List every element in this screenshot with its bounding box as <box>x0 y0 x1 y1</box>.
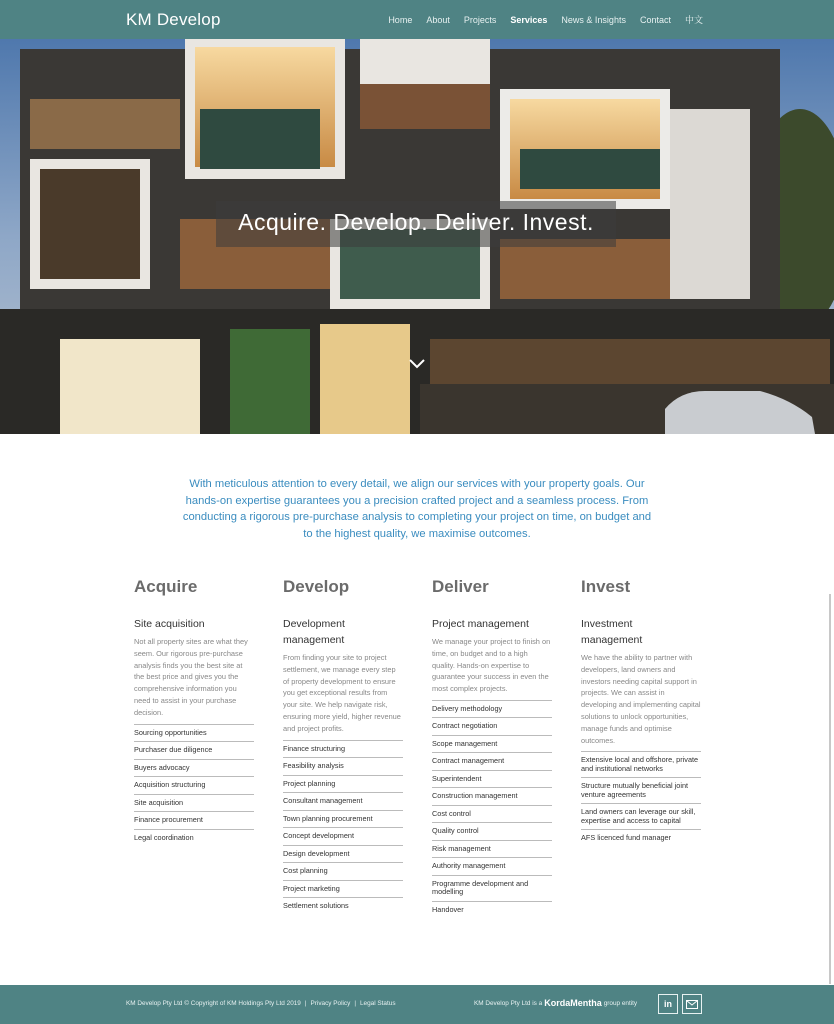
linkedin-icon[interactable]: in <box>658 994 678 1014</box>
list-item[interactable]: Programme development and modelling <box>432 876 552 902</box>
column-heading: Acquire <box>134 577 198 596</box>
service-column-invest <box>581 577 701 847</box>
site-footer <box>0 985 834 1024</box>
list-item[interactable]: Handover <box>432 904 464 914</box>
list-item[interactable]: Cost planning <box>283 863 403 881</box>
list-item[interactable]: Construction management <box>432 788 552 806</box>
list-item[interactable]: Cost control <box>432 806 552 824</box>
list-item[interactable]: Land owners can leverage our skill, expertise and access to capital <box>581 804 701 830</box>
service-list <box>581 751 701 847</box>
column-heading: Deliver <box>432 577 489 596</box>
nav-projects[interactable]: Projects <box>463 14 497 25</box>
service-list <box>432 700 552 919</box>
site-logo[interactable]: KM Develop <box>126 10 221 29</box>
footer-divider: | <box>304 1000 307 1007</box>
footer-legal <box>126 1000 396 1007</box>
list-item[interactable]: Purchaser due diligence <box>134 742 254 760</box>
legal-status-link[interactable]: Legal Status <box>359 1000 396 1007</box>
nav-about[interactable]: About <box>426 14 450 25</box>
column-subheading: Site acquisition <box>134 618 205 630</box>
list-item[interactable]: Scope management <box>432 736 552 754</box>
entity-prefix: KM Develop Pty Ltd is a <box>474 999 543 1007</box>
list-item[interactable]: Risk management <box>432 841 552 859</box>
kordamentha-logo[interactable]: KordaMentha <box>544 998 602 1008</box>
column-heading: Develop <box>283 577 350 596</box>
column-description: From finding your site to project settlement, we manage every step of property development to ensure you get exceptional results from your site. We help navigate risk, ensuring more yield, higher revenue and project profits. <box>283 653 401 733</box>
list-item[interactable]: Acquisition structuring <box>134 777 254 795</box>
main-nav <box>374 0 703 39</box>
list-item[interactable]: Town planning procurement <box>283 811 403 829</box>
intro-text: With meticulous attention to every detail, we align our services with your property goals. Our hands-on expertise guarantees you a precision crafted project and a seamless process. From conducting a rigorous pre-purchase analysis to completing your project on time, on budget and to the highest quality, we maximise outcomes. <box>182 478 652 540</box>
service-column-acquire <box>134 577 254 846</box>
list-item[interactable]: Site acquisition <box>134 795 254 813</box>
service-column-deliver <box>432 577 552 918</box>
list-item[interactable]: Sourcing opportunities <box>134 725 254 743</box>
footer-copyright: KM Develop Pty Ltd © Copyright of KM Holdings Pty Ltd 2019 <box>126 1000 301 1007</box>
column-subheading: Project management <box>432 618 529 630</box>
list-item[interactable]: Superintendent <box>432 771 552 789</box>
hero-title: Acquire. Develop. Deliver. Invest. <box>238 209 594 235</box>
footer-divider: | <box>354 1000 356 1007</box>
nav-news-insights[interactable]: News & Insights <box>561 14 626 25</box>
site-header <box>0 0 834 39</box>
list-item[interactable]: Feasibility analysis <box>283 758 403 776</box>
list-item[interactable]: Contract negotiation <box>432 718 552 736</box>
list-item[interactable]: Quality control <box>432 823 552 841</box>
list-item[interactable]: Project planning <box>283 776 403 794</box>
chevron-down-icon[interactable] <box>407 357 427 371</box>
list-item[interactable]: Extensive local and offshore, private and institutional networks <box>581 752 701 778</box>
page-scrollbar[interactable] <box>829 594 831 984</box>
nav-contact[interactable]: Contact <box>639 14 671 25</box>
list-item[interactable]: Finance procurement <box>134 812 254 830</box>
list-item[interactable]: Design development <box>283 846 403 864</box>
list-item[interactable]: Contract management <box>432 753 552 771</box>
column-heading: Invest <box>581 577 631 596</box>
nav-home[interactable]: Home <box>388 14 413 25</box>
list-item[interactable]: Consultant management <box>283 793 403 811</box>
list-item[interactable]: Finance structuring <box>283 741 403 759</box>
nav-chinese[interactable]: 中文 <box>684 15 703 25</box>
nav-services[interactable]: Services <box>510 14 548 25</box>
list-item[interactable]: Project marketing <box>283 881 403 899</box>
column-description: We manage your project to finish on time, on budget and to a high quality. Hands-on expertise to guarantee your success in even the most complex projects. <box>432 637 551 694</box>
list-item[interactable]: Concept development <box>283 828 403 846</box>
column-subheading: Development management <box>283 618 345 646</box>
list-item[interactable]: Structure mutually beneficial joint venture agreements <box>581 778 701 804</box>
privacy-policy-link[interactable]: Privacy Policy <box>310 1000 351 1007</box>
list-item[interactable]: Settlement solutions <box>283 901 349 911</box>
envelope-icon <box>686 1000 698 1009</box>
envelope-icon[interactable] <box>682 994 702 1014</box>
service-list <box>283 740 403 915</box>
entity-suffix: group entity <box>603 999 638 1007</box>
list-item[interactable]: Authority management <box>432 858 552 876</box>
column-description: Not all property sites are what they seem. Our rigorous pre-purchase analysis finds you the best site at the best price and gives you the comprehensive information you need to assist in your purchase decision. <box>134 637 248 717</box>
list-item[interactable]: Buyers advocacy <box>134 760 254 778</box>
list-item[interactable]: AFS licenced fund manager <box>581 833 672 843</box>
list-item[interactable]: Legal coordination <box>134 832 194 842</box>
column-description: We have the ability to partner with developers, land owners and investors needing capital support in projects. We can assist in developing and implementing capital solutions to unlock opportunities, manage funds and optimise outcomes. <box>581 653 701 745</box>
service-list <box>134 724 254 847</box>
footer-entity <box>474 998 637 1008</box>
column-subheading: Investment management <box>581 618 643 646</box>
list-item[interactable]: Delivery methodology <box>432 701 552 719</box>
service-column-develop <box>283 577 403 915</box>
hero-banner <box>0 39 834 434</box>
